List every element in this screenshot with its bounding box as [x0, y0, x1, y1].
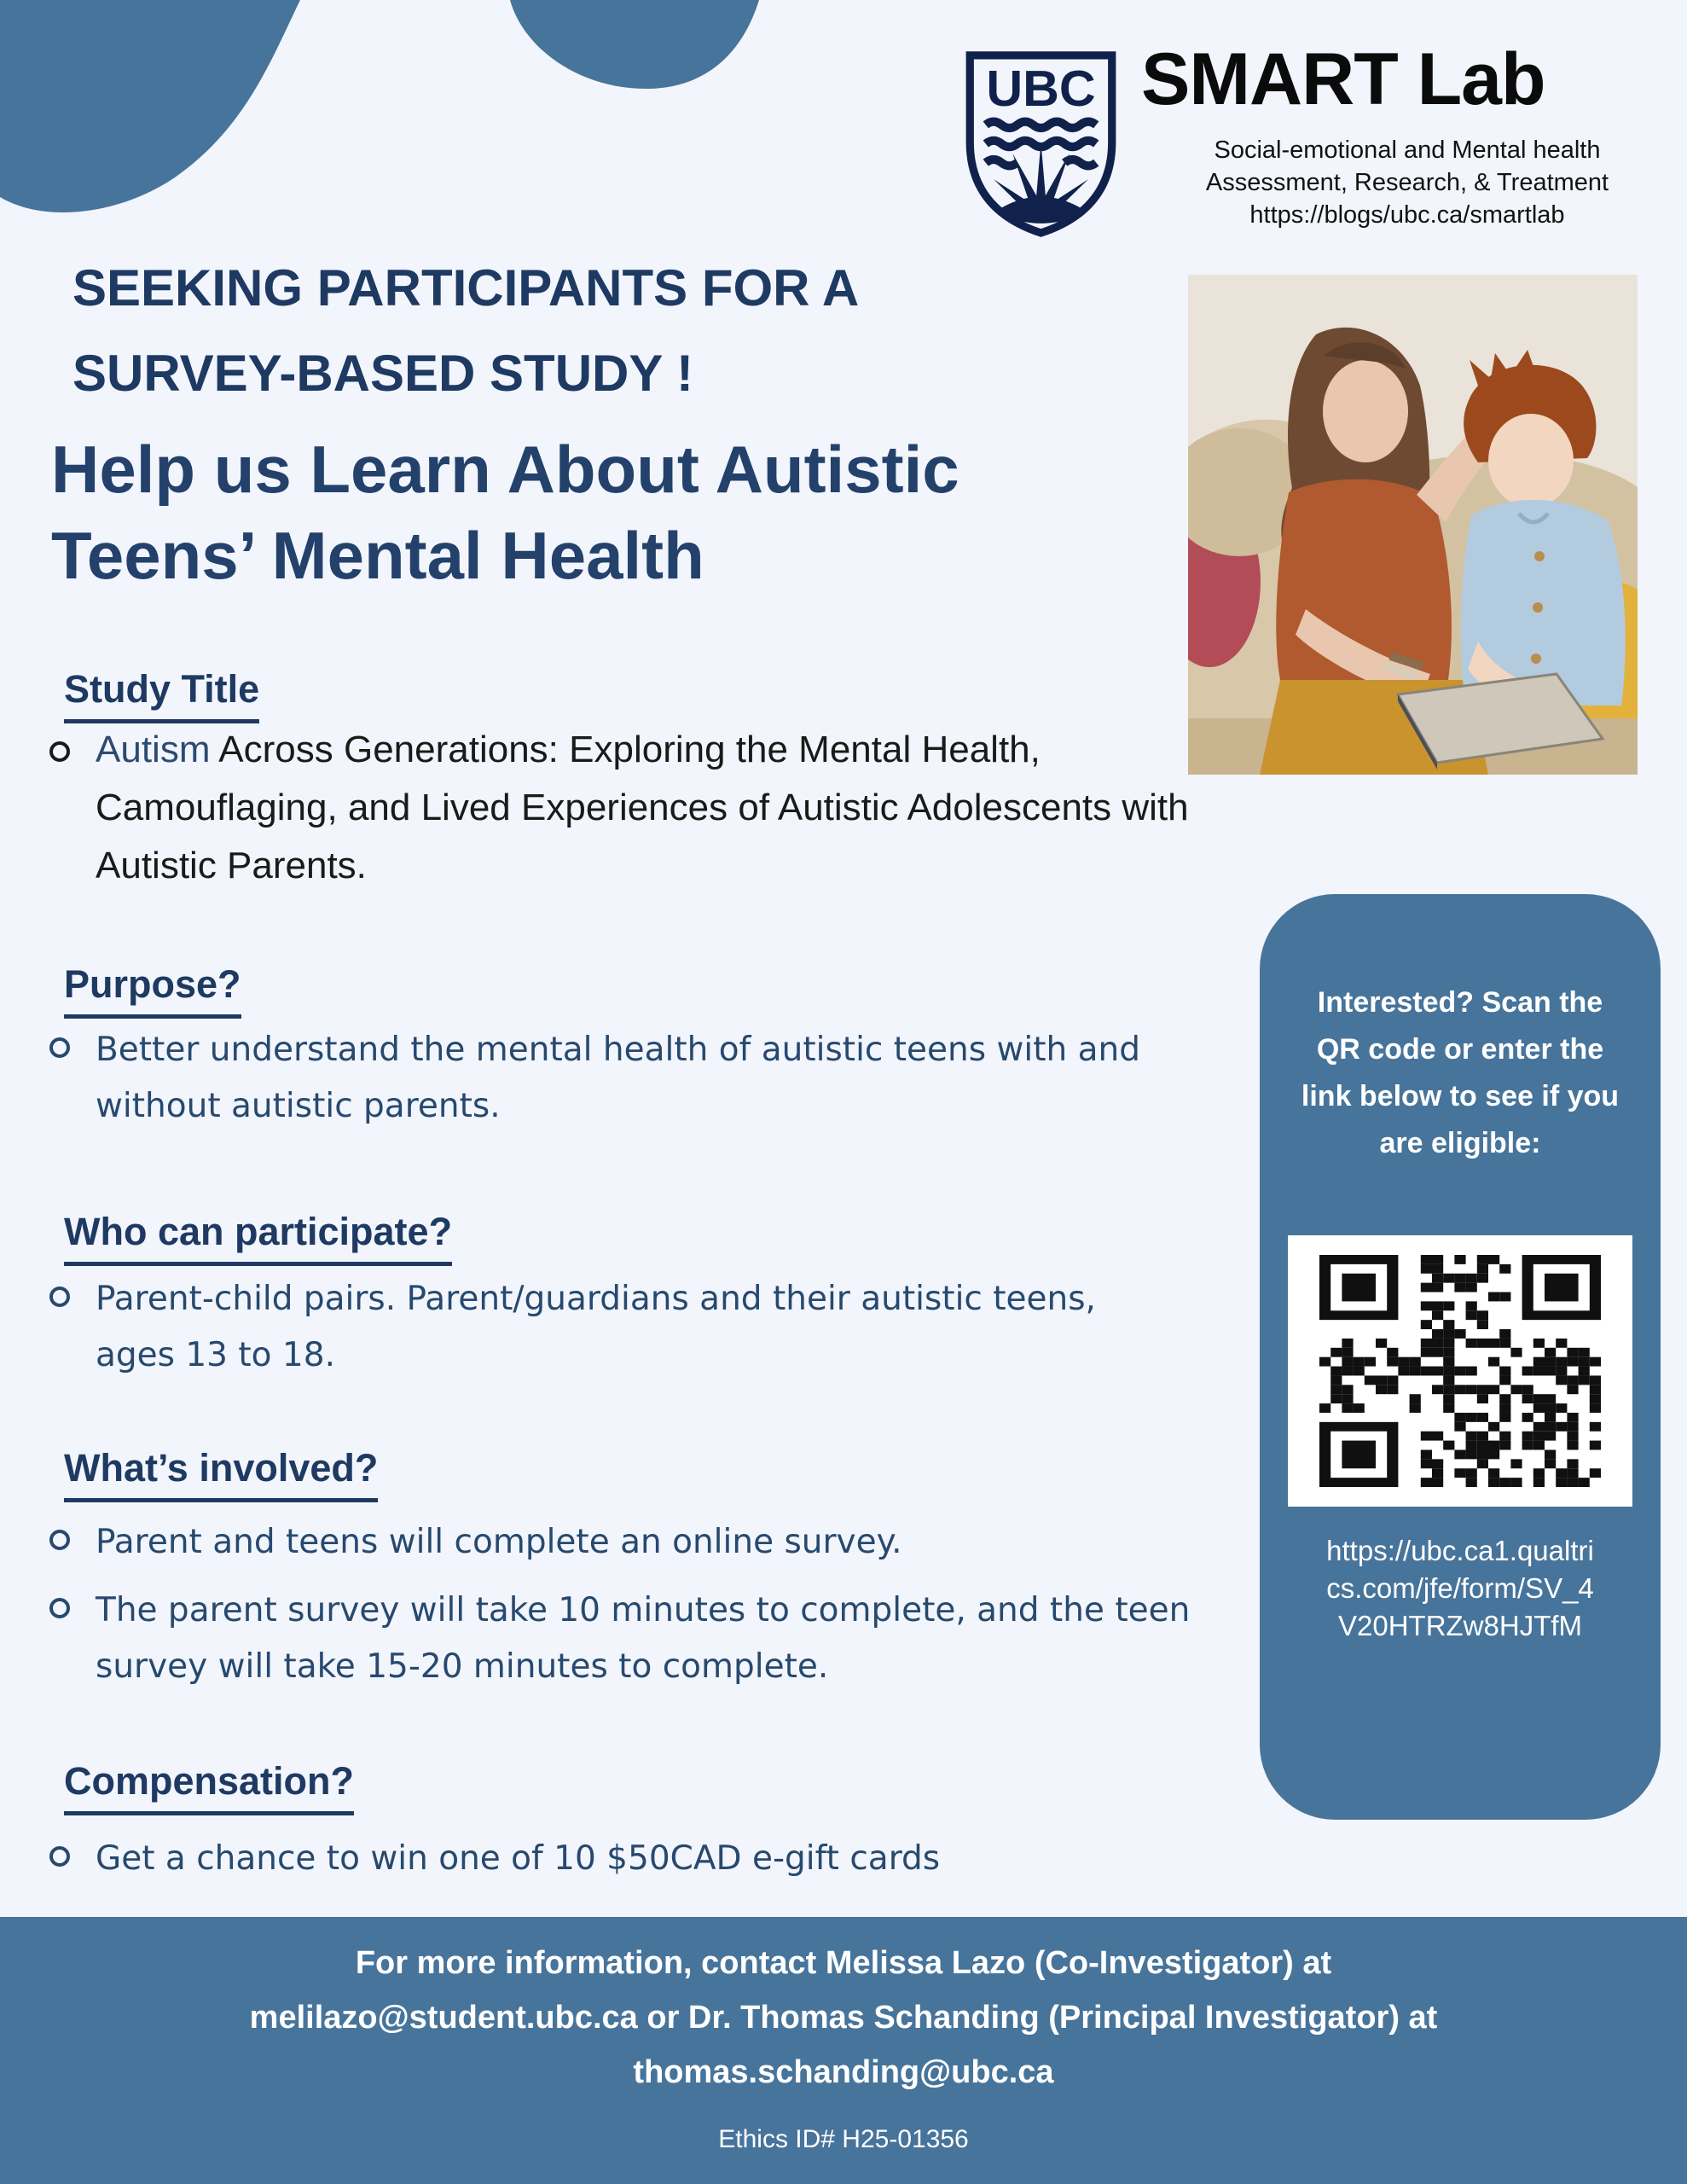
who-bullets: [49, 1271, 1158, 1384]
ubc-logo-text: UBC: [986, 60, 1096, 118]
contact-line3: thomas.schanding@ubc.ca: [633, 2054, 1054, 2090]
section-heading-who: Who can participate?: [64, 1210, 452, 1266]
list-item: [49, 1271, 1158, 1384]
lab-subtitle-line2: Assessment, Research, & Treatment: [1205, 169, 1609, 196]
photo-parent-child-tablet: [1188, 275, 1638, 775]
list-item: [49, 1514, 1209, 1571]
bullet-circle-icon: [49, 1846, 70, 1867]
contact-footer: [0, 1917, 1687, 2184]
qr-info-panel: [1260, 894, 1661, 1820]
survey-url-line2: cs.com/jfe/form/SV_4: [1326, 1572, 1594, 1604]
contact-line2: melilazo@student.ubc.ca or Dr. Thomas Schanding (Principal Investigator) at: [249, 2000, 1438, 2036]
page-title-line1: Help us Learn About Autistic: [51, 432, 959, 507]
list-item: [49, 1022, 1209, 1135]
study-title-bullets: [49, 721, 1209, 895]
seeking-heading-line1: SEEKING PARTICIPANTS FOR A: [72, 259, 860, 317]
bullet-circle-icon: [49, 1598, 70, 1618]
involved-bullets: [49, 1514, 1209, 1695]
ethics-id: Ethics ID# H25-01356: [718, 2125, 969, 2153]
section-heading-compensation: Compensation?: [64, 1759, 354, 1815]
seeking-heading: [72, 246, 1011, 416]
study-title-accent: Autism: [96, 729, 211, 770]
bullet-circle-icon: [49, 1037, 70, 1058]
seeking-heading-line2: SURVEY-BASED STUDY !: [72, 345, 693, 402]
bullet-circle-icon: [49, 1287, 70, 1307]
survey-url-line1: https://ubc.ca1.qualtri: [1326, 1535, 1594, 1566]
compensation-bullets: [49, 1831, 1209, 1887]
compensation-text: Get a chance to win one of 10 $50CAD e-gift cards: [96, 1839, 941, 1878]
list-item: [49, 1831, 1209, 1887]
bullet-circle-icon: [49, 1530, 70, 1550]
purpose-bullets: [49, 1022, 1209, 1135]
survey-url-line3: V20HTRZw8HJTfM: [1337, 1610, 1583, 1641]
involved-text-1: Parent and teens will complete an online survey.: [96, 1523, 902, 1561]
page-title: [51, 427, 1177, 599]
lab-title: SMART Lab: [1141, 38, 1545, 120]
qr-panel-text: Interested? Scan the QR code or enter the link below to see if you are eligible:: [1301, 986, 1620, 1159]
purpose-text: Better understand the mental health of autistic teens with and without autistic parents.: [96, 1031, 1140, 1125]
decorative-wave-shape: [0, 0, 768, 230]
survey-url: [1277, 1532, 1644, 1645]
qr-code: [1288, 1235, 1632, 1507]
page-title-line2: Teens’ Mental Health: [51, 518, 704, 593]
ubc-shield-logo: [962, 48, 1120, 240]
study-title-rest: Across Generations: Exploring the Mental Health, Camouflaging, and Lived Experiences of Autistic Adolescents with Autistic Parents.: [96, 729, 1189, 886]
section-heading-study-title: Study Title: [64, 667, 259, 723]
list-item: [49, 1583, 1209, 1695]
lab-website-url: https://blogs/ubc.ca/smartlab: [1249, 201, 1565, 229]
who-text: Parent-child pairs. Parent/guardians and their autistic teens, ages 13 to 18.: [96, 1280, 1096, 1374]
contact-line1: For more information, contact Melissa Lazo (Co-Investigator) at: [355, 1945, 1332, 1981]
ubc-sunburst: [994, 142, 1088, 224]
study-title-text: [96, 721, 1209, 895]
involved-text-2: The parent survey will take 10 minutes to complete, and the teen survey will take 15-20 minutes to complete.: [96, 1591, 1191, 1686]
section-heading-purpose: Purpose?: [64, 962, 241, 1019]
list-item: [49, 721, 1209, 895]
section-heading-involved: What’s involved?: [64, 1446, 378, 1502]
bullet-circle-icon: [49, 741, 70, 762]
lab-subtitle-line1: Social-emotional and Mental health: [1214, 136, 1601, 164]
